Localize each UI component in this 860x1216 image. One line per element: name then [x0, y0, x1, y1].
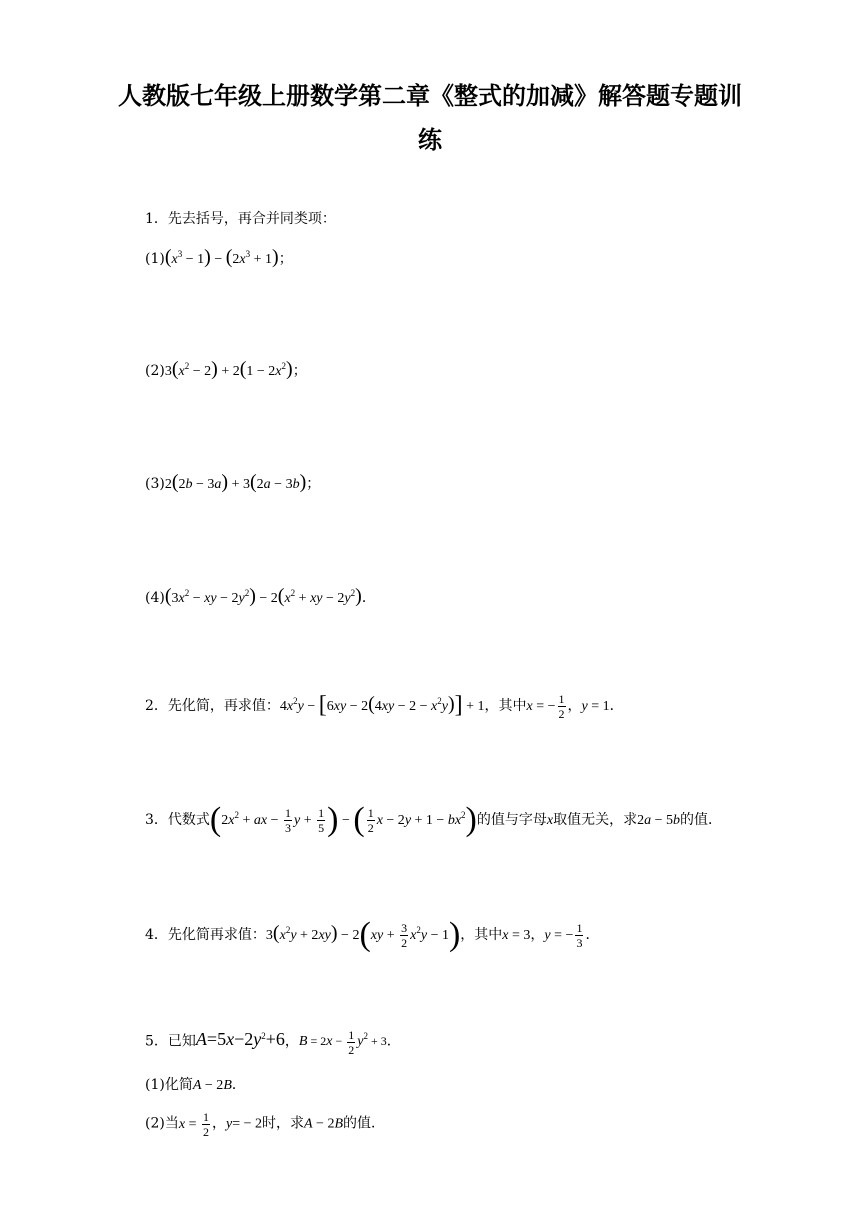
punctuation: ． [361, 590, 376, 606]
punctuation: ． [585, 927, 600, 943]
math-expression: 2(2b − 3a) + 3(2a − 3b) [164, 471, 307, 493]
math-expression: $4x^2y - [6xy - 2(4xy - 2 - x^2y)] + 1$ [279, 692, 485, 718]
question-3: 3．代数式($2x^2$ + ax − $\frac{1}{3}$ y + $\frac{1}{5}$ ) − ( $\frac{1}{2}$ $x - 2y + 1 - bx^2$)的值与字母x取值无关，求2a − 5b的值． [145, 801, 722, 838]
math-expression: $(x^3 - 1) - (2x^3 + 1)$ [164, 246, 279, 268]
part-label: (1)化简 [145, 1077, 193, 1093]
part-label: (1) [145, 251, 165, 267]
question-4-stem: 4．先化简再求值： [145, 927, 266, 943]
part-label: (3) [145, 476, 165, 492]
part-label: (4) [145, 590, 165, 606]
part-label: (2)当 [145, 1115, 179, 1132]
question-5-stem: 5．已知 [145, 1033, 196, 1050]
question-5-mid-text: 时，求 [261, 1115, 304, 1132]
definition-B: B = 2x − $\frac{1}{2}$ $y^2 + 3$ [298, 1028, 387, 1057]
punctuation: 的值． [343, 1115, 386, 1132]
condition-y: y= − 2 [225, 1116, 262, 1132]
question-1-part-3 [145, 471, 320, 494]
question-1-part-1 [145, 246, 293, 269]
punctuation: ； [292, 363, 307, 379]
where-text: ，其中 [484, 698, 527, 714]
question-2-stem: 2．先化简，再求值： [145, 698, 280, 714]
question-1-part-2 [145, 358, 307, 381]
math-expression: ($2x^2$ + ax − $\frac{1}{3}$ y + $\frac{1}{5}$ ) − ( $\frac{1}{2}$ $x - 2y + 1 - bx^2$) [209, 801, 477, 838]
punctuation: ； [278, 251, 293, 267]
condition-y: y = − $\frac{1}{3}$ [544, 921, 583, 951]
question-3-stem: 3．代数式 [145, 812, 210, 828]
where-text: ，其中 [460, 927, 503, 943]
punctuation: ； [306, 476, 321, 492]
question-1-part-4 [145, 585, 376, 608]
document-title-line-2: 练 [418, 126, 442, 154]
condition-x: x = 3 [502, 928, 531, 943]
question-1-stem: 1．先去括号，再合并同类项： [145, 211, 336, 227]
question-4: 4．先化简再求值：$3(x^2y + 2xy) - 2(xy$ + $\frac{3}{2}$ $x^2y - 1$)，其中x = 3，y = − $\frac{1}{3}$ ． [145, 916, 600, 953]
question-5-part-1 [145, 1074, 246, 1094]
math-expression: ($3x^2$ − xy − $2y^2) - 2(x^2$ + xy − $2y^2$) [164, 585, 362, 607]
question-2: 2．先化简，再求值：$4x^2y - [6xy - 2(4xy - 2 - x^2y)] + 1$，其中x = − $\frac{1}{2}$ ，y = 1． [145, 692, 624, 722]
math-expression: A − 2B [303, 1116, 344, 1132]
condition-y: y = 1 [581, 699, 610, 714]
condition-x: x = $\frac{1}{2}$ [178, 1110, 209, 1139]
question-3-mid-text-2: 取值无关，求 [553, 812, 638, 828]
punctuation: ． [231, 1077, 246, 1093]
punctuation: ． [609, 698, 624, 714]
question-5: 5．已知$A=5x-2y^2+6$，B = 2x − $\frac{1}{2}$ $y^2 + 3$． [145, 1028, 401, 1057]
question-5-part-2: (2)当x = $\frac{1}{2}$ ，y= − 2时，求A − 2B的值． [145, 1110, 386, 1139]
target-expression: 2a − 5b [637, 813, 680, 828]
question-3-mid-text: 的值与字母 [476, 812, 547, 828]
condition-x: x = − $\frac{1}{2}$ [526, 692, 565, 722]
math-expression: $3(x^2y + 2xy) - 2(xy$ + $\frac{3}{2}$ $x^2y - 1$) [265, 916, 461, 953]
math-expression: $3(x^2 - 2) + 2(1 - 2x^2)$ [164, 358, 293, 380]
math-expression: A − 2B [192, 1078, 232, 1093]
part-label: (2) [145, 363, 165, 379]
punctuation: 的值． [680, 812, 722, 828]
document-title-line-1: 人教版七年级上册数学第二章《整式的加减》解答题专题训 [118, 82, 742, 110]
definition-A: $A=5x-2y^2+6$ [195, 1029, 285, 1050]
